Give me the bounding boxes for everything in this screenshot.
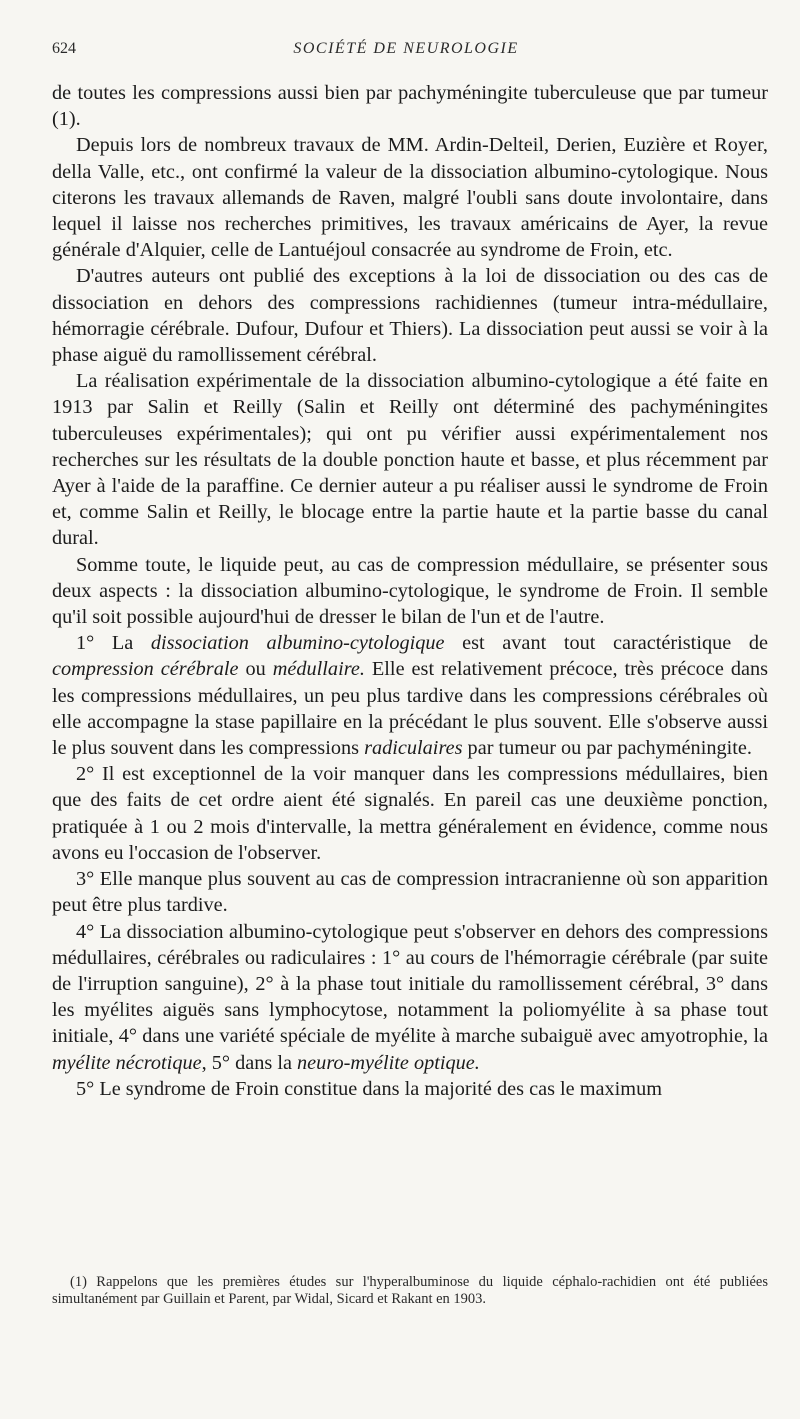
text-run: par tumeur ou par pachyméningite. bbox=[462, 737, 752, 760]
text-run: 4° La dissociation albumino-cytologique peut s'observer en dehors des compressions médullaires, cérébrales ou radiculaires : 1° au cours de l'hémorragie cérébrale (par suite de l'irruption sanguine), 2° à la phase tout initiale du ramollissement cérébral, 3° dans les myélites aiguës sans lymphocytose, notamment la poliomyélite à sa phase tout initiale, 4° dans une variété spéciale de myélite à marche subaiguë avec amyotrophie, la bbox=[52, 920, 768, 1048]
italic-term: dissociation albumino-cytologique bbox=[150, 632, 445, 655]
italic-term: médullaire. bbox=[272, 658, 365, 681]
running-title: SOCIÉTÉ DE NEUROLOGIE bbox=[293, 40, 519, 57]
italic-term: radiculaires bbox=[364, 737, 463, 760]
paragraph-3: D'autres auteurs ont publié des exceptions à la loi de dissociation ou des cas de dissociation en dehors des compressions rachidiennes (tumeur intra-médullaire, hémorragie cérébrale. Dufour, Dufour et Thiers). La dissociation peut aussi se voir à la phase aiguë du ramollissement cérébral. bbox=[52, 265, 768, 367]
paragraph-2: Depuis lors de nombreux travaux de MM. Ardin-Delteil, Derien, Euzière et Royer, della Valle, etc., ont confirmé la valeur de la dissociation albumino-cytologique. Nous citerons les travaux allemands de Raven, malgré l'oubli sans doute involontaire, dans lequel il laisse nos recherches primitives, les travaux américains de Ayer, la revue générale d'Alquier, celle de Lantuéjoul consacrée au syndrome de Froin, etc. bbox=[52, 134, 768, 262]
page-header bbox=[52, 40, 760, 64]
italic-term: compression cérébrale bbox=[52, 658, 239, 681]
footnote bbox=[52, 1274, 768, 1307]
paragraph-4: La réalisation expérimentale de la dissociation albumino-cytologique a été faite en 1913 par Salin et Reilly (Salin et Reilly ont déterminé des pachyméningites tuberculeuses expérimentales); qui ont pu vérifier aussi expérimentalement nos recherches sur les résultats de la double ponction haute et basse, et plus récemment par Ayer à l'aide de la paraffine. Ce dernier auteur a pu réaliser aussi le syndrome de Froin et, comme Salin et Reilly, le blocage entre la partie haute et la partie basse du canal dural. bbox=[52, 370, 768, 550]
paragraph-9 bbox=[52, 919, 768, 1076]
text-run: est avant tout caractéristique de bbox=[444, 632, 768, 655]
paragraph-5: Somme toute, le liquide peut, au cas de compression médullaire, se présenter sous deux aspects : la dissociation albumino-cytologique, le syndrome de Froin. Il semble qu'il soit possible aujourd'hui de dresser le bilan de l'un et de l'autre. bbox=[52, 553, 768, 629]
paragraph-1: de toutes les compressions aussi bien par pachyméningite tuberculeuse que par tumeur (1). bbox=[52, 82, 768, 131]
paragraph-8: 3° Elle manque plus souvent au cas de compression intracranienne où son apparition peut être plus tardive. bbox=[52, 868, 768, 917]
body-text bbox=[52, 80, 768, 1102]
paragraph-6 bbox=[52, 630, 768, 761]
text-run: 1° La bbox=[76, 632, 151, 655]
paragraph-10: 5° Le syndrome de Froin constitue dans la majorité des cas le maximum bbox=[76, 1077, 662, 1100]
text-run: Elle est relativement précoce, très précoce dans les compressions médullaires, un peu plus tardive dans les compressions cérébrales où elle accompagne la stase papillaire en la précédant le plus souvent. Elle s'observe aussi le plus souvent dans les compressions bbox=[52, 658, 768, 760]
paragraph-7: 2° Il est exceptionnel de la voir manquer dans les compressions médullaires, bien que des faits de cet ordre aient été signalés. En pareil cas une deuxième ponction, pratiquée à 1 ou 2 mois d'intervalle, la mettra généralement en évidence, comme nous avons eu l'occasion de l'observer. bbox=[52, 763, 768, 864]
italic-term: myélite nécrotique bbox=[52, 1051, 202, 1074]
page-number: 624 bbox=[52, 40, 76, 57]
footnote-text: (1) Rappelons que les premières études sur l'hyperalbuminose du liquide céphalo-rachidien ont été publiées simultanément par Guillain et Parent, par Widal, Sicard et Rakant en 1903. bbox=[52, 1274, 768, 1307]
text-run: , 5° dans la bbox=[201, 1051, 298, 1074]
text-run: ou bbox=[238, 658, 273, 681]
italic-term: neuro-myélite optique. bbox=[297, 1051, 480, 1074]
